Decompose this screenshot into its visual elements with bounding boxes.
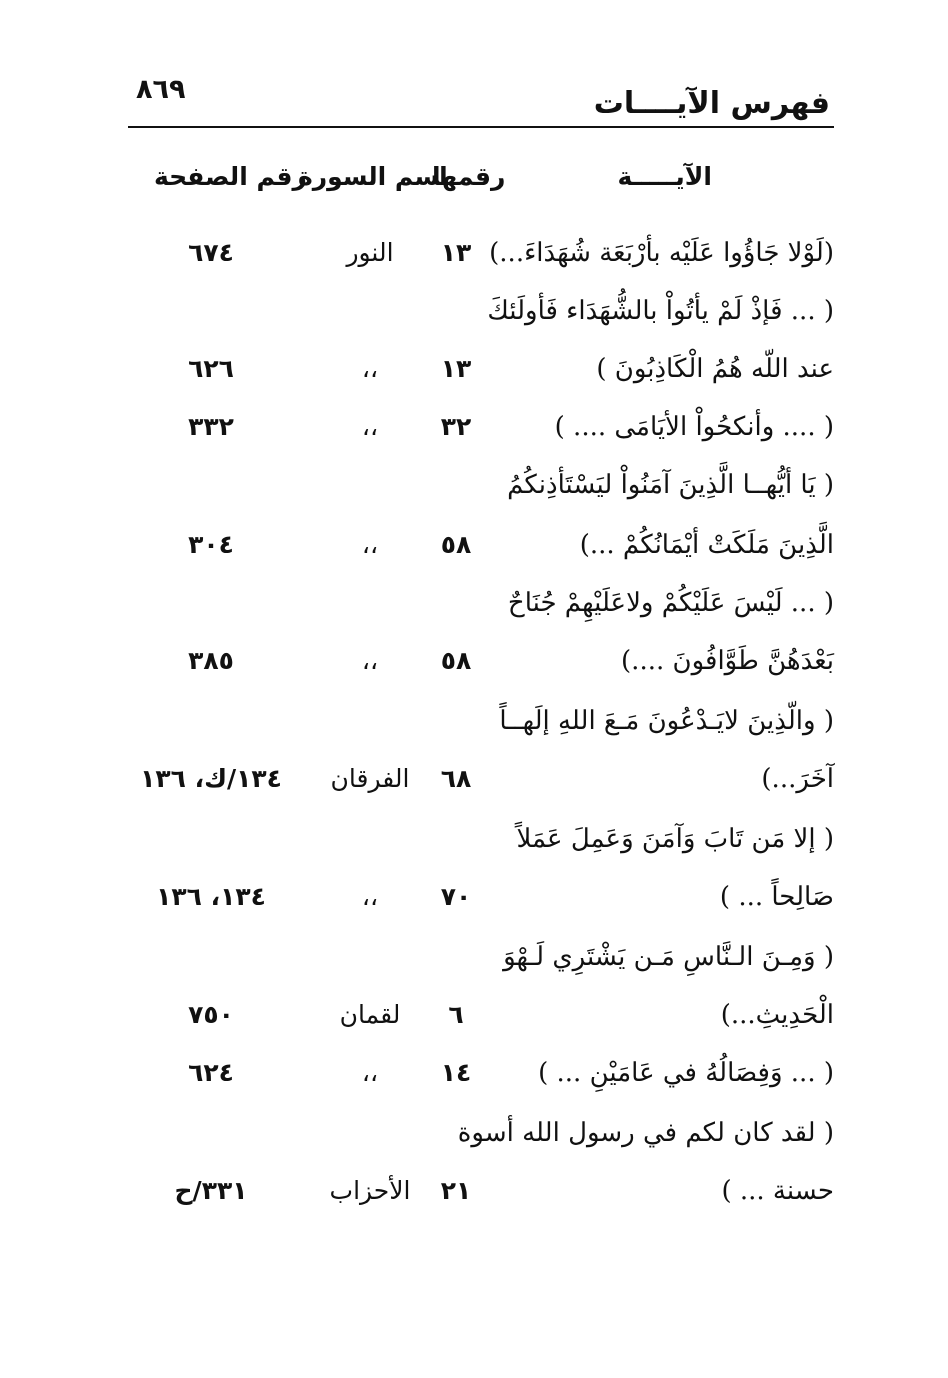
- page-reference: ٦٢٦: [188, 354, 234, 383]
- surah-name: ،،: [361, 530, 379, 559]
- surah-name: الأحزاب: [329, 1176, 411, 1205]
- table-row: [0, 824, 948, 864]
- page-reference: ٦٧٤: [188, 238, 234, 267]
- page-reference: ٦٢٤: [188, 1058, 234, 1087]
- ayah-number: ٥٨: [440, 530, 472, 559]
- table-row: [0, 942, 948, 982]
- ayah-number: ٢١: [440, 1176, 472, 1205]
- column-header-surah: اسم السورة: [298, 162, 448, 191]
- surah-name: ،،: [361, 354, 379, 383]
- header-rule: [128, 126, 834, 128]
- ayah-text: ( ... وَفِصَالُهُ في عَامَيْنِ ... ): [538, 1058, 834, 1088]
- ayah-text: الْحَدِيثِ...): [720, 1000, 834, 1030]
- ayah-text: ( والّذِينَ لايَـدْعُونَ مَـعَ اللهِ إلَهــاً: [499, 706, 834, 736]
- table-row: [0, 470, 948, 510]
- surah-name: النور: [346, 238, 394, 267]
- column-header-page: رقم الصفحة: [154, 162, 307, 191]
- page-reference: ١٣٤/ك، ١٣٦: [140, 764, 282, 793]
- ayah-text: ( لقد كان لكم في رسول الله أسوة: [457, 1118, 834, 1148]
- ayah-text: ( وَمِـنَ الـنَّاسِ مَـن يَشْتَرِي لَـهْوَ: [503, 942, 834, 972]
- ayah-text: حسنة ... ): [721, 1176, 834, 1206]
- table-row: [0, 1118, 948, 1158]
- ayah-text: ( يَا أيُّهــا الَّذِينَ آمَنُواْ ليَسْتَأذِنكُمُ: [507, 470, 834, 500]
- ayah-text: ( ... فَإذْ لَمْ يأتُواْ بالشُّهَدَاء فَأولَئكَ: [487, 296, 834, 326]
- page-reference: ٣٠٤: [188, 530, 234, 559]
- ayah-text: بَعْدَهُنَّ طَوَّافُونَ ....): [621, 646, 834, 676]
- ayah-number: ٦: [448, 1000, 464, 1029]
- table-row: [0, 412, 948, 452]
- running-title: فهرس الآيــــات: [593, 86, 830, 121]
- surah-name: ،،: [361, 646, 379, 675]
- page-reference: ٣٣٢: [188, 412, 234, 441]
- surah-name: ،،: [361, 882, 379, 911]
- table-row: [0, 238, 948, 278]
- page-reference: ١٣٤، ١٣٦: [156, 882, 266, 911]
- table-row: [0, 1000, 948, 1040]
- ayah-text: آخَرَ...): [761, 764, 834, 794]
- ayah-number: ١٤: [440, 1058, 472, 1087]
- ayah-text: صَالِحاً ... ): [719, 882, 834, 912]
- surah-name: الفرقان: [330, 764, 410, 793]
- page-reference: ٣٨٥: [188, 646, 234, 675]
- page-reference: ٧٥٠: [188, 1000, 234, 1029]
- page-reference: ٣٣١/ح: [174, 1176, 248, 1205]
- surah-name: ،،: [361, 412, 379, 441]
- surah-name: ،،: [361, 1058, 379, 1087]
- ayah-number: ١٣: [440, 238, 472, 267]
- table-row: [0, 1058, 948, 1098]
- ayah-text: (لَوْلا جَاؤُوا عَلَيْه بأرْبَعَة شُهَدَاءَ...): [489, 238, 834, 268]
- table-row: [0, 354, 948, 394]
- page-number: ٨٦٩: [136, 74, 186, 105]
- ayah-number: ٣٢: [440, 412, 472, 441]
- ayah-number: ٧٠: [440, 882, 472, 911]
- ayah-text: ( ... لَيْسَ عَلَيْكُمْ ولاعَلَيْهِمْ جُنَاحٌ: [507, 588, 834, 618]
- ayah-text: ( إلا مَن تَابَ وَآمَنَ وَعَمِلَ عَمَلاً: [516, 824, 834, 854]
- table-row: [0, 1176, 948, 1216]
- table-row: [0, 764, 948, 804]
- ayah-text: ( .... وأنكحُواْ الأيَامَى .... ): [554, 412, 834, 442]
- surah-name: لقمان: [339, 1000, 401, 1029]
- table-row: [0, 296, 948, 336]
- table-row: [0, 706, 948, 746]
- ayah-text: عند اللّه هُمُ الْكَاذِبُونَ ): [596, 354, 834, 384]
- column-header-number: رقمها: [432, 162, 506, 191]
- table-row: [0, 588, 948, 628]
- column-header-ayah: الآيـــــة: [617, 162, 712, 191]
- ayah-number: ١٣: [440, 354, 472, 383]
- ayah-number: ٦٨: [440, 764, 472, 793]
- table-row: [0, 882, 948, 922]
- table-row: [0, 646, 948, 686]
- ayah-number: ٥٨: [440, 646, 472, 675]
- table-row: [0, 530, 948, 570]
- ayah-text: الَّذِينَ مَلَكَتْ أيْمَانُكُمْ ...): [579, 530, 834, 560]
